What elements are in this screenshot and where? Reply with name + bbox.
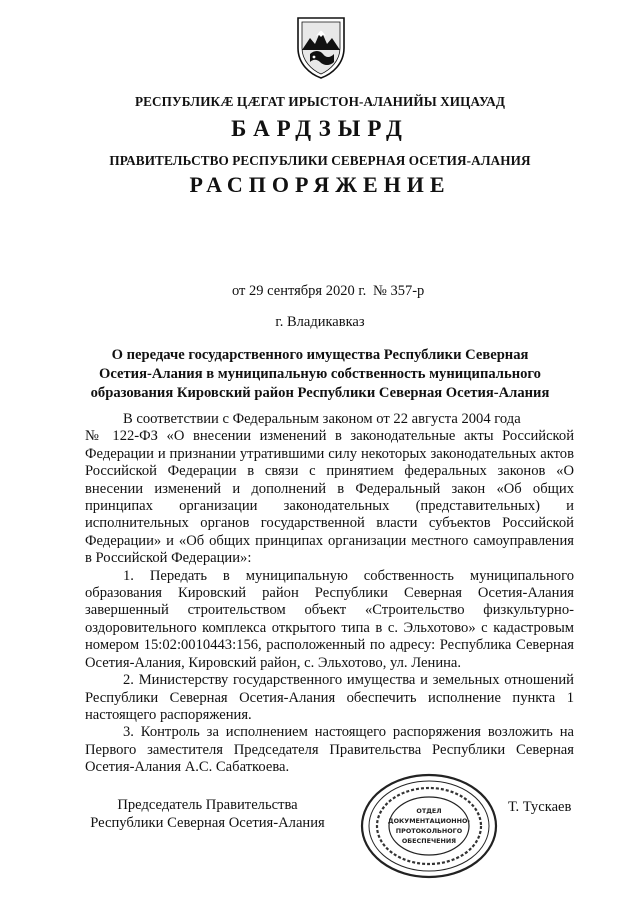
subject-line: Осетия-Алания в муниципальную собственность муниципального [99, 366, 541, 382]
coat-of-arms-icon [290, 14, 352, 80]
preamble-text: № 122-ФЗ «О внесении изменений в законодательные акты Российской Федерации и признании утратившими силу некоторых законодательных актов Российской Федерации в связи с принятием федеральных законов «О внесении изменений и дополнений в Федеральный закон «Об общих принципах организации законодательных (представительных) и исполнительных органов государственной власти субъектов Российской Федерации» и «Об общих принципах организации местного самоуправления в Российской Федерации»: [85, 428, 574, 567]
header-ossetian: РЕСПУБЛИКӔ ЦӔГАТ ИРЫСТОН-АЛАНИЙЫ ХИЦАУАД [134, 94, 506, 109]
clause-1: 1. Передать в муниципальную собственность муниципального образования Кировский район Республики Северная Осетия-Алания завершенный строительством объект «Строительство физкультурно-оздоровительного комплекса открытого типа в с. Эльхотово» с кадастровым номером 15:02:0010443:156, расположенный по адресу: Республика Северная Осетия-Алания, Кировский район, с. Эльхотово, ул. Ленина. [85, 567, 574, 671]
signatory-title-line: Председатель Правительства [117, 797, 298, 813]
document-body [85, 411, 574, 777]
signatory-name: Т. Тускаев [508, 799, 572, 815]
document-number: № 357-р [373, 283, 425, 299]
document-city: г. Владикавказ [275, 314, 365, 330]
preamble-first-line: В соответствии с Федеральным законом от 22 августа 2004 года [123, 411, 521, 427]
header-russian: ПРАВИТЕЛЬСТВО РЕСПУБЛИКИ СЕВЕРНАЯ ОСЕТИЯ-АЛАНИЯ [109, 153, 531, 168]
stamp-text-line: ПРОТОКОЛЬНОГО [395, 827, 463, 835]
signatory-title-line: Республики Северная Осетия-Алания [90, 815, 325, 831]
document-date: от 29 сентября 2020 г. [232, 283, 367, 299]
subject-line: О передаче государственного имущества Республики Северная [111, 347, 529, 363]
stamp-text-line: ОБЕСПЕЧЕНИЯ [401, 837, 457, 845]
document-subject [60, 346, 580, 403]
official-stamp [358, 772, 500, 880]
stamp-text-line: ОТДЕЛ [416, 807, 442, 815]
subject-line: образования Кировский район Республики Северная Осетия-Алания [90, 385, 550, 401]
stamp-text-line: ДОКУМЕНТАЦИОННО- [387, 817, 471, 825]
doc-type-ossetian: БАРДЗЫРД [231, 116, 409, 141]
clause-2: 2. Министерству государственного имущества и земельных отношений Республики Северная Осетия-Алания обеспечить исполнение пункта 1 настоящего распоряжения. [85, 672, 574, 723]
clause-3: 3. Контроль за исполнением настоящего распоряжения возложить на Первого заместителя Председателя Правительства Республики Северная Осетия-Алания А.С. Сабаткоева. [85, 724, 574, 776]
doc-type-russian: РАСПОРЯЖЕНИЕ [189, 172, 451, 197]
signatory-title [85, 796, 330, 832]
